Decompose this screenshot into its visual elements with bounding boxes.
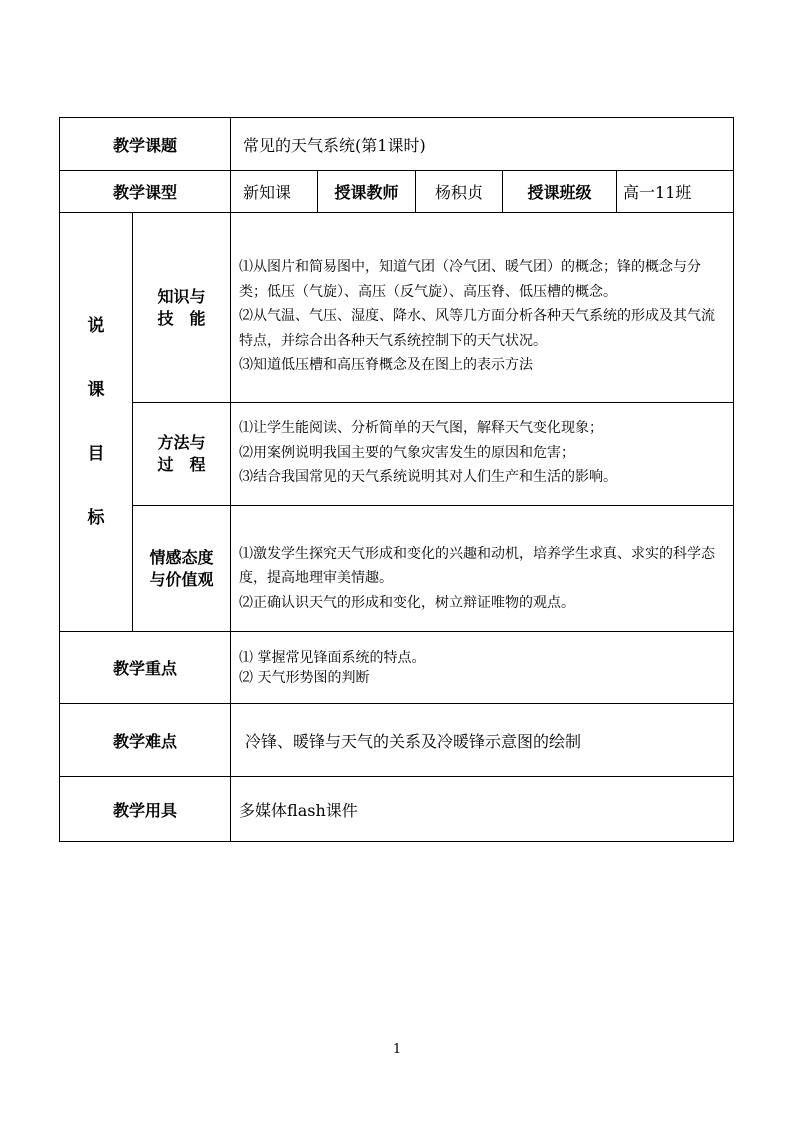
focus-content xyxy=(231,632,734,704)
knowledge-title-line: 知识与 xyxy=(157,286,206,306)
topic-label: 教学课题 xyxy=(60,118,231,171)
teacher-label: 授课教师 xyxy=(318,171,416,213)
objectives-emotion-row xyxy=(60,506,734,632)
difficulty-value: 冷锋、暖锋与天气的关系及冷暖锋示意图的绘制 xyxy=(231,704,734,777)
type-value: 新知课 xyxy=(231,171,318,213)
emotion-title-line: 与价值观 xyxy=(149,569,214,589)
knowledge-content xyxy=(231,213,734,403)
emotion-title-line: 情感态度 xyxy=(149,547,214,567)
type-row xyxy=(60,171,734,213)
tools-label: 教学用具 xyxy=(60,777,231,842)
lesson-plan-table xyxy=(59,117,734,842)
class-label: 授课班级 xyxy=(503,171,617,213)
tools-value: 多媒体flash课件 xyxy=(231,777,734,842)
topic-value: 常见的天气系统(第1课时) xyxy=(231,118,734,171)
focus-row xyxy=(60,632,734,704)
objectives-label xyxy=(60,213,133,632)
method-content xyxy=(231,403,734,506)
emotion-item: ⑴激发学生探究天气形成和变化的兴趣和动机，培养学生求真、求实的科学态度，提高地理审美情趣。 xyxy=(239,545,716,587)
objectives-knowledge-row xyxy=(60,213,734,403)
method-title-line: 过 程 xyxy=(157,455,206,474)
method-item: ⑵用案例说明我国主要的气象灾害发生的原因和危害； xyxy=(239,444,576,461)
method-item: ⑶结合我国常见的天气系统说明其对人们生产和生活的影响。 xyxy=(239,469,618,486)
focus-label: 教学重点 xyxy=(60,632,231,704)
page-number: 1 xyxy=(392,1042,402,1057)
objectives-char: 课 xyxy=(87,380,105,400)
emotion-content xyxy=(231,506,734,632)
class-value: 高一11班 xyxy=(617,171,734,213)
objectives-char: 标 xyxy=(87,508,105,528)
objectives-char: 说 xyxy=(87,316,105,336)
focus-item: ⑵ 天气形势图的判断 xyxy=(239,669,370,686)
teacher-value: 杨积贞 xyxy=(416,171,503,213)
knowledge-title xyxy=(133,213,231,403)
method-item: ⑴让学生能阅读、分析简单的天气图，解释天气变化现象； xyxy=(239,420,604,437)
emotion-item: ⑵正确认识天气的形成和变化，树立辩证唯物的观点。 xyxy=(239,594,576,611)
knowledge-item: ⑵从气温、气压、湿度、降水、风等几方面分析各种天气系统的形成及其气流特点，并综合出各种天气系统控制下的天气状况。 xyxy=(239,308,716,349)
knowledge-item: ⑴从图片和简易图中，知道气团（冷气团、暖气团）的概念；锋的概念与分类；低压（气旋）、高压（反气旋）、高压脊、低压槽的概念。 xyxy=(239,259,702,300)
difficulty-row xyxy=(60,704,734,777)
method-title-line: 方法与 xyxy=(157,433,206,452)
objectives-method-row xyxy=(60,403,734,506)
knowledge-item: ⑶知道低压槽和高压脊概念及在图上的表示方法 xyxy=(239,357,534,374)
type-label: 教学课型 xyxy=(60,171,231,213)
focus-item: ⑴ 掌握常见锋面系统的特点。 xyxy=(239,649,426,666)
difficulty-label: 教学难点 xyxy=(60,704,231,777)
topic-row xyxy=(60,118,734,171)
emotion-title xyxy=(133,506,231,632)
tools-row xyxy=(60,777,734,842)
knowledge-title-line: 技 能 xyxy=(157,308,206,328)
method-title xyxy=(133,403,231,506)
objectives-char: 目 xyxy=(87,444,105,464)
